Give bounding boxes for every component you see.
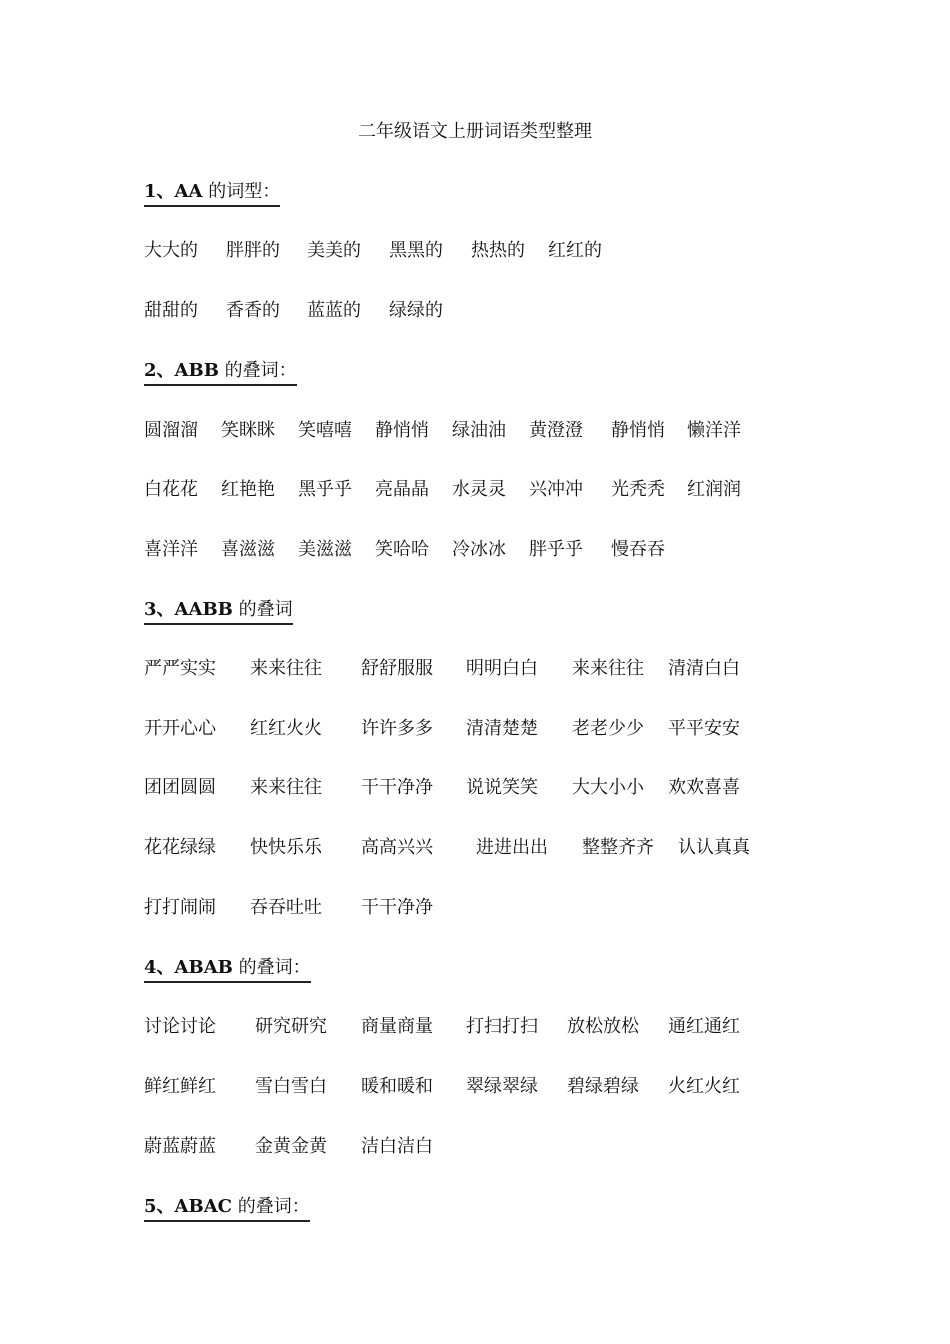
word-item: 平平安安 <box>668 718 740 739</box>
word-item: 胖胖的 <box>226 240 280 261</box>
word-item: 火红火红 <box>668 1076 740 1097</box>
word-item: 放松放松 <box>567 1016 639 1037</box>
word-item: 黄澄澄 <box>529 420 583 441</box>
word-item: 蔚蓝蔚蓝 <box>144 1136 216 1157</box>
word-item: 雪白雪白 <box>255 1076 327 1097</box>
word-row <box>144 1075 784 1099</box>
section-number: 4、ABAB <box>144 957 233 978</box>
word-item: 认认真真 <box>678 837 750 858</box>
word-item: 红润润 <box>687 479 741 500</box>
word-item: 严严实实 <box>144 658 216 679</box>
word-row <box>144 776 784 800</box>
word-item: 黑黑的 <box>389 240 443 261</box>
word-item: 进进出出 <box>476 837 548 858</box>
word-row <box>144 419 784 443</box>
word-item: 干干净净 <box>361 897 433 918</box>
word-item: 清清楚楚 <box>466 718 538 739</box>
word-item: 研究研究 <box>255 1016 327 1037</box>
word-item: 懒洋洋 <box>687 420 741 441</box>
word-row <box>144 657 784 681</box>
word-item: 吞吞吐吐 <box>250 897 322 918</box>
word-item: 圆溜溜 <box>144 420 198 441</box>
word-item: 热热的 <box>471 240 525 261</box>
section-number: 3、AABB <box>144 599 233 620</box>
section-type: 的词型： <box>202 181 281 202</box>
word-row <box>144 836 784 860</box>
word-item: 团团圆圆 <box>144 777 216 798</box>
section-heading-abac <box>144 1195 310 1222</box>
word-item: 蓝蓝的 <box>307 300 361 321</box>
word-item: 静悄悄 <box>375 420 429 441</box>
word-item: 老老少少 <box>572 718 644 739</box>
word-item: 香香的 <box>226 300 280 321</box>
word-row <box>144 896 784 920</box>
word-item: 红红的 <box>548 240 602 261</box>
word-item: 冷冰冰 <box>452 539 506 560</box>
word-item: 鲜红鲜红 <box>144 1076 216 1097</box>
word-item: 美滋滋 <box>298 539 352 560</box>
section-type: 的叠词： <box>232 1196 310 1217</box>
section-type: 的叠词： <box>218 360 297 381</box>
word-item: 清清白白 <box>668 658 740 679</box>
word-item: 打打闹闹 <box>144 897 216 918</box>
word-item: 金黄金黄 <box>255 1136 327 1157</box>
word-item: 来来往往 <box>250 658 322 679</box>
word-item: 红红火火 <box>250 718 322 739</box>
word-item: 红艳艳 <box>221 479 275 500</box>
section-heading-aabb <box>144 598 293 625</box>
word-item: 大大的 <box>144 240 198 261</box>
section-heading-abab <box>144 956 311 983</box>
word-item: 暖和暖和 <box>361 1076 433 1097</box>
word-item: 来来往往 <box>572 658 644 679</box>
word-item: 干干净净 <box>361 777 433 798</box>
word-item: 喜滋滋 <box>221 539 275 560</box>
word-item: 兴冲冲 <box>529 479 583 500</box>
word-item: 许许多多 <box>361 718 433 739</box>
section-type: 的叠词 <box>232 599 293 620</box>
section-heading-aa <box>144 180 280 207</box>
word-row <box>144 239 784 263</box>
section-type: 的叠词： <box>232 957 311 978</box>
word-item: 绿绿的 <box>389 300 443 321</box>
word-row <box>144 478 784 502</box>
word-item: 舒舒服服 <box>361 658 433 679</box>
word-item: 喜洋洋 <box>144 539 198 560</box>
word-row <box>144 1015 784 1039</box>
word-item: 笑哈哈 <box>375 539 429 560</box>
word-item: 打扫打扫 <box>466 1016 538 1037</box>
section-heading-abb <box>144 359 297 386</box>
word-item: 黑乎乎 <box>298 479 352 500</box>
word-item: 胖乎乎 <box>529 539 583 560</box>
word-item: 洁白洁白 <box>361 1136 433 1157</box>
word-row <box>144 717 784 741</box>
section-number: 5、ABAC <box>144 1196 232 1217</box>
word-item: 整整齐齐 <box>582 837 654 858</box>
word-item: 笑眯眯 <box>221 420 275 441</box>
word-item: 花花绿绿 <box>144 837 216 858</box>
word-row <box>144 538 784 562</box>
word-item: 静悄悄 <box>611 420 665 441</box>
word-row <box>144 299 784 323</box>
word-item: 光秃秃 <box>611 479 665 500</box>
word-item: 慢吞吞 <box>611 539 665 560</box>
word-row <box>144 1135 784 1159</box>
page-title: 二年级语文上册词语类型整理 <box>358 121 592 142</box>
word-item: 绿油油 <box>452 420 506 441</box>
word-item: 亮晶晶 <box>375 479 429 500</box>
word-item: 快快乐乐 <box>250 837 322 858</box>
word-item: 大大小小 <box>572 777 644 798</box>
word-item: 开开心心 <box>144 718 216 739</box>
word-item: 白花花 <box>144 479 198 500</box>
word-item: 讨论讨论 <box>144 1016 216 1037</box>
word-item: 明明白白 <box>466 658 538 679</box>
word-item: 美美的 <box>307 240 361 261</box>
word-item: 通红通红 <box>668 1016 740 1037</box>
word-item: 翠绿翠绿 <box>466 1076 538 1097</box>
word-item: 说说笑笑 <box>466 777 538 798</box>
word-item: 欢欢喜喜 <box>668 777 740 798</box>
word-item: 笑嘻嘻 <box>298 420 352 441</box>
word-item: 商量商量 <box>361 1016 433 1037</box>
section-number: 1、AA <box>144 181 203 202</box>
word-item: 水灵灵 <box>452 479 506 500</box>
section-number: 2、ABB <box>144 360 219 381</box>
word-item: 甜甜的 <box>144 300 198 321</box>
word-item: 来来往往 <box>250 777 322 798</box>
word-item: 碧绿碧绿 <box>567 1076 639 1097</box>
word-item: 高高兴兴 <box>361 837 433 858</box>
